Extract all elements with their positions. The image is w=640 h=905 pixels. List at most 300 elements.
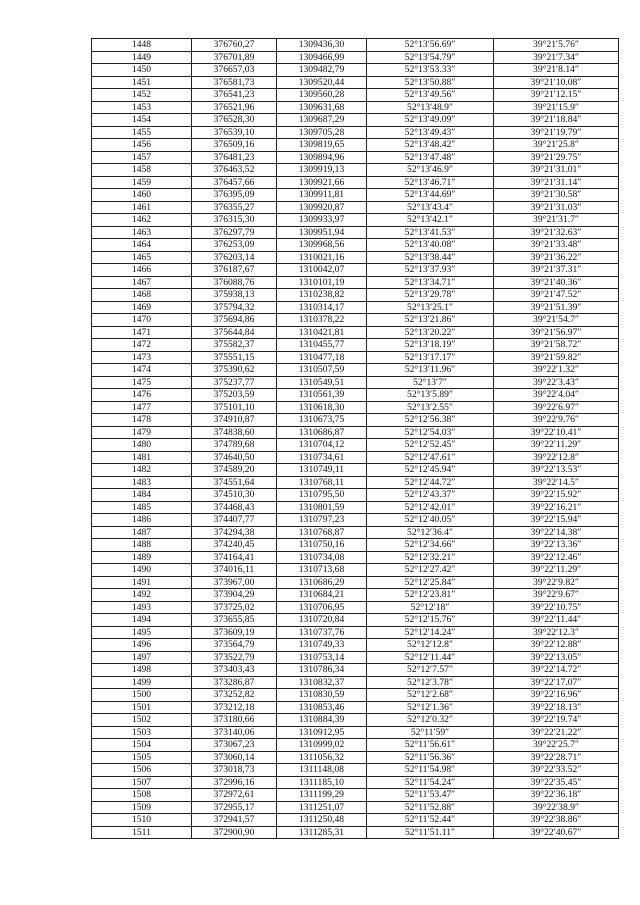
latitude-cell: 52°12′3.78″ [367, 676, 494, 689]
table-row [92, 414, 619, 427]
latitude-cell: 52°13′53.33″ [367, 64, 494, 77]
point-number-cell: 1504 [92, 739, 192, 752]
point-number-cell: 1507 [92, 776, 192, 789]
table-row [92, 164, 619, 177]
table-row [92, 226, 619, 239]
point-number-cell: 1509 [92, 801, 192, 814]
y-coordinate-cell: 1310101,19 [277, 276, 367, 289]
latitude-cell: 52°12′7.57″ [367, 664, 494, 677]
longitude-cell: 39°21′47.52″ [494, 289, 619, 302]
x-coordinate-cell: 376187,67 [192, 264, 277, 277]
latitude-cell: 52°13′42.1″ [367, 214, 494, 227]
longitude-cell: 39°22′25.7″ [494, 739, 619, 752]
point-number-cell: 1473 [92, 351, 192, 364]
longitude-cell: 39°21′32.63″ [494, 226, 619, 239]
y-coordinate-cell: 1310704,12 [277, 439, 367, 452]
y-coordinate-cell: 1310455,77 [277, 339, 367, 352]
point-number-cell: 1451 [92, 76, 192, 89]
point-number-cell: 1511 [92, 826, 192, 839]
latitude-cell: 52°12′0.32″ [367, 714, 494, 727]
point-number-cell: 1466 [92, 264, 192, 277]
table-row [92, 726, 619, 739]
x-coordinate-cell: 375237,77 [192, 376, 277, 389]
x-coordinate-cell: 376701,89 [192, 51, 277, 64]
table-row [92, 776, 619, 789]
longitude-cell: 39°22′10.75″ [494, 601, 619, 614]
longitude-cell: 39°21′18.84″ [494, 114, 619, 127]
y-coordinate-cell: 1309933,97 [277, 214, 367, 227]
latitude-cell: 52°13′18.19″ [367, 339, 494, 352]
x-coordinate-cell: 376541,23 [192, 89, 277, 102]
longitude-cell: 39°22′38.86″ [494, 814, 619, 827]
point-number-cell: 1493 [92, 601, 192, 614]
point-number-cell: 1488 [92, 539, 192, 552]
longitude-cell: 39°22′18.13″ [494, 701, 619, 714]
longitude-cell: 39°22′3.43″ [494, 376, 619, 389]
longitude-cell: 39°22′15.94″ [494, 514, 619, 527]
y-coordinate-cell: 1310720,84 [277, 614, 367, 627]
x-coordinate-cell: 373655,85 [192, 614, 277, 627]
y-coordinate-cell: 1309894,96 [277, 151, 367, 164]
table-row [92, 239, 619, 252]
latitude-cell: 52°13′5.89″ [367, 389, 494, 402]
longitude-cell: 39°22′12.46″ [494, 551, 619, 564]
latitude-cell: 52°11′51.11″ [367, 826, 494, 839]
y-coordinate-cell: 1310686,29 [277, 576, 367, 589]
longitude-cell: 39°22′16.21″ [494, 501, 619, 514]
longitude-cell: 39°21′25.8″ [494, 139, 619, 152]
latitude-cell: 52°13′7″ [367, 376, 494, 389]
point-number-cell: 1505 [92, 751, 192, 764]
table-row [92, 814, 619, 827]
y-coordinate-cell: 1310912,95 [277, 726, 367, 739]
point-number-cell: 1477 [92, 401, 192, 414]
y-coordinate-cell: 1310832,37 [277, 676, 367, 689]
longitude-cell: 39°22′17.07″ [494, 676, 619, 689]
x-coordinate-cell: 376088,76 [192, 276, 277, 289]
y-coordinate-cell: 1310768,87 [277, 526, 367, 539]
point-number-cell: 1456 [92, 139, 192, 152]
x-coordinate-cell: 373967,00 [192, 576, 277, 589]
latitude-cell: 52°12′42.01″ [367, 501, 494, 514]
point-number-cell: 1510 [92, 814, 192, 827]
longitude-cell: 39°21′58.72″ [494, 339, 619, 352]
x-coordinate-cell: 376528,30 [192, 114, 277, 127]
y-coordinate-cell: 1309687,29 [277, 114, 367, 127]
x-coordinate-cell: 373725,02 [192, 601, 277, 614]
latitude-cell: 52°12′1.36″ [367, 701, 494, 714]
point-number-cell: 1468 [92, 289, 192, 302]
latitude-cell: 52°13′34.71″ [367, 276, 494, 289]
longitude-cell: 39°21′37.31″ [494, 264, 619, 277]
point-number-cell: 1463 [92, 226, 192, 239]
table-row [92, 751, 619, 764]
table-row [92, 351, 619, 364]
latitude-cell: 52°13′40.08″ [367, 239, 494, 252]
longitude-cell: 39°22′28.71″ [494, 751, 619, 764]
y-coordinate-cell: 1309520,44 [277, 76, 367, 89]
x-coordinate-cell: 376463,52 [192, 164, 277, 177]
x-coordinate-cell: 375390,62 [192, 364, 277, 377]
y-coordinate-cell: 1309921,66 [277, 176, 367, 189]
point-number-cell: 1478 [92, 414, 192, 427]
longitude-cell: 39°21′30.58″ [494, 189, 619, 202]
point-number-cell: 1483 [92, 476, 192, 489]
table-row [92, 376, 619, 389]
longitude-cell: 39°21′5.76″ [494, 39, 619, 52]
latitude-cell: 52°13′50.88″ [367, 76, 494, 89]
y-coordinate-cell: 1311148,08 [277, 764, 367, 777]
latitude-cell: 52°13′38.44″ [367, 251, 494, 264]
latitude-cell: 52°12′44.72″ [367, 476, 494, 489]
y-coordinate-cell: 1310238,82 [277, 289, 367, 302]
table-row [92, 539, 619, 552]
latitude-cell: 52°11′59″ [367, 726, 494, 739]
longitude-cell: 39°22′38.9″ [494, 801, 619, 814]
latitude-cell: 52°12′40.05″ [367, 514, 494, 527]
y-coordinate-cell: 1310884,39 [277, 714, 367, 727]
table-row [92, 501, 619, 514]
point-number-cell: 1457 [92, 151, 192, 164]
latitude-cell: 52°13′46.9″ [367, 164, 494, 177]
y-coordinate-cell: 1310686,87 [277, 426, 367, 439]
x-coordinate-cell: 372996,16 [192, 776, 277, 789]
y-coordinate-cell: 1310507,59 [277, 364, 367, 377]
longitude-cell: 39°22′40.67″ [494, 826, 619, 839]
longitude-cell: 39°21′8.14″ [494, 64, 619, 77]
longitude-cell: 39°22′14.72″ [494, 664, 619, 677]
latitude-cell: 52°12′56.38″ [367, 414, 494, 427]
y-coordinate-cell: 1311251,07 [277, 801, 367, 814]
latitude-cell: 52°13′48.42″ [367, 139, 494, 152]
table-row [92, 564, 619, 577]
latitude-cell: 52°12′45.94″ [367, 464, 494, 477]
y-coordinate-cell: 1310768,11 [277, 476, 367, 489]
latitude-cell: 52°12′36.4″ [367, 526, 494, 539]
point-number-cell: 1495 [92, 626, 192, 639]
longitude-cell: 39°21′7.34″ [494, 51, 619, 64]
point-number-cell: 1479 [92, 426, 192, 439]
point-number-cell: 1489 [92, 551, 192, 564]
point-number-cell: 1496 [92, 639, 192, 652]
point-number-cell: 1475 [92, 376, 192, 389]
y-coordinate-cell: 1310421,81 [277, 326, 367, 339]
table-row [92, 76, 619, 89]
latitude-cell: 52°12′15.76″ [367, 614, 494, 627]
longitude-cell: 39°22′15.92″ [494, 489, 619, 502]
longitude-cell: 39°22′9.76″ [494, 414, 619, 427]
table-row [92, 714, 619, 727]
longitude-cell: 39°22′35.45″ [494, 776, 619, 789]
table-row [92, 189, 619, 202]
x-coordinate-cell: 375794,32 [192, 301, 277, 314]
table-row [92, 789, 619, 802]
point-number-cell: 1502 [92, 714, 192, 727]
x-coordinate-cell: 372972,61 [192, 789, 277, 802]
point-number-cell: 1450 [92, 64, 192, 77]
longitude-cell: 39°21′51.39″ [494, 301, 619, 314]
longitude-cell: 39°21′29.75″ [494, 151, 619, 164]
longitude-cell: 39°21′31.03″ [494, 201, 619, 214]
y-coordinate-cell: 1310706,95 [277, 601, 367, 614]
y-coordinate-cell: 1310830,59 [277, 689, 367, 702]
x-coordinate-cell: 373060,14 [192, 751, 277, 764]
latitude-cell: 52°13′43.4″ [367, 201, 494, 214]
y-coordinate-cell: 1310737,76 [277, 626, 367, 639]
latitude-cell: 52°13′44.69″ [367, 189, 494, 202]
latitude-cell: 52°11′54.98″ [367, 764, 494, 777]
point-number-cell: 1501 [92, 701, 192, 714]
point-number-cell: 1464 [92, 239, 192, 252]
table-row [92, 389, 619, 402]
x-coordinate-cell: 373252,82 [192, 689, 277, 702]
y-coordinate-cell: 1311285,31 [277, 826, 367, 839]
longitude-cell: 39°22′13.05″ [494, 651, 619, 664]
x-coordinate-cell: 375203,59 [192, 389, 277, 402]
longitude-cell: 39°21′36.22″ [494, 251, 619, 264]
point-number-cell: 1508 [92, 789, 192, 802]
table-row [92, 276, 619, 289]
longitude-cell: 39°22′1.32″ [494, 364, 619, 377]
x-coordinate-cell: 376760,27 [192, 39, 277, 52]
y-coordinate-cell: 1311250,48 [277, 814, 367, 827]
latitude-cell: 52°11′54.24″ [367, 776, 494, 789]
latitude-cell: 52°13′47.48″ [367, 151, 494, 164]
point-number-cell: 1474 [92, 364, 192, 377]
longitude-cell: 39°22′10.41″ [494, 426, 619, 439]
point-number-cell: 1467 [92, 276, 192, 289]
x-coordinate-cell: 373904,29 [192, 589, 277, 602]
y-coordinate-cell: 1309819,65 [277, 139, 367, 152]
x-coordinate-cell: 372900,90 [192, 826, 277, 839]
y-coordinate-cell: 1310750,16 [277, 539, 367, 552]
y-coordinate-cell: 1309968,56 [277, 239, 367, 252]
x-coordinate-cell: 376521,96 [192, 101, 277, 114]
point-number-cell: 1470 [92, 314, 192, 327]
longitude-cell: 39°21′10.08″ [494, 76, 619, 89]
table-row [92, 551, 619, 564]
y-coordinate-cell: 1310673,75 [277, 414, 367, 427]
latitude-cell: 52°12′47.61″ [367, 451, 494, 464]
point-number-cell: 1465 [92, 251, 192, 264]
table-row [92, 201, 619, 214]
x-coordinate-cell: 373212,18 [192, 701, 277, 714]
point-number-cell: 1482 [92, 464, 192, 477]
x-coordinate-cell: 373140,06 [192, 726, 277, 739]
table-row [92, 251, 619, 264]
longitude-cell: 39°22′11.29″ [494, 439, 619, 452]
latitude-cell: 52°13′49.09″ [367, 114, 494, 127]
y-coordinate-cell: 1310797,23 [277, 514, 367, 527]
x-coordinate-cell: 376253,09 [192, 239, 277, 252]
table-row [92, 364, 619, 377]
x-coordinate-cell: 374910,87 [192, 414, 277, 427]
longitude-cell: 39°21′40.36″ [494, 276, 619, 289]
y-coordinate-cell: 1309482,79 [277, 64, 367, 77]
point-number-cell: 1469 [92, 301, 192, 314]
y-coordinate-cell: 1310618,30 [277, 401, 367, 414]
x-coordinate-cell: 372941,57 [192, 814, 277, 827]
table-row [92, 689, 619, 702]
table-row [92, 739, 619, 752]
table-row [92, 289, 619, 302]
x-coordinate-cell: 374294,38 [192, 526, 277, 539]
point-number-cell: 1471 [92, 326, 192, 339]
point-number-cell: 1453 [92, 101, 192, 114]
y-coordinate-cell: 1309560,28 [277, 89, 367, 102]
point-number-cell: 1448 [92, 39, 192, 52]
point-number-cell: 1452 [92, 89, 192, 102]
y-coordinate-cell: 1309919,13 [277, 164, 367, 177]
x-coordinate-cell: 376481,23 [192, 151, 277, 164]
latitude-cell: 52°11′56.61″ [367, 739, 494, 752]
latitude-cell: 52°13′56.69″ [367, 39, 494, 52]
table-row [92, 601, 619, 614]
x-coordinate-cell: 373180,66 [192, 714, 277, 727]
longitude-cell: 39°21′12.15″ [494, 89, 619, 102]
latitude-cell: 52°12′43.37″ [367, 489, 494, 502]
point-number-cell: 1484 [92, 489, 192, 502]
table-row [92, 651, 619, 664]
x-coordinate-cell: 374468,43 [192, 501, 277, 514]
table-row [92, 264, 619, 277]
x-coordinate-cell: 376315,30 [192, 214, 277, 227]
latitude-cell: 52°11′52.88″ [367, 801, 494, 814]
longitude-cell: 39°21′59.82″ [494, 351, 619, 364]
point-number-cell: 1487 [92, 526, 192, 539]
latitude-cell: 52°12′52.45″ [367, 439, 494, 452]
x-coordinate-cell: 374789,68 [192, 439, 277, 452]
table-row [92, 214, 619, 227]
point-number-cell: 1461 [92, 201, 192, 214]
table-row [92, 639, 619, 652]
table-row [92, 614, 619, 627]
x-coordinate-cell: 376355,27 [192, 201, 277, 214]
longitude-cell: 39°22′9.67″ [494, 589, 619, 602]
table-row [92, 126, 619, 139]
latitude-cell: 52°13′25.1″ [367, 301, 494, 314]
longitude-cell: 39°22′21.22″ [494, 726, 619, 739]
latitude-cell: 52°13′17.17″ [367, 351, 494, 364]
y-coordinate-cell: 1310749,33 [277, 639, 367, 652]
x-coordinate-cell: 375582,37 [192, 339, 277, 352]
y-coordinate-cell: 1309436,30 [277, 39, 367, 52]
latitude-cell: 52°13′21.86″ [367, 314, 494, 327]
table-row [92, 39, 619, 52]
longitude-cell: 39°21′33.48″ [494, 239, 619, 252]
x-coordinate-cell: 373522,79 [192, 651, 277, 664]
x-coordinate-cell: 374510,30 [192, 489, 277, 502]
table-row [92, 464, 619, 477]
latitude-cell: 52°11′56.36″ [367, 751, 494, 764]
x-coordinate-cell: 373286,87 [192, 676, 277, 689]
table-row [92, 514, 619, 527]
longitude-cell: 39°21′15.9″ [494, 101, 619, 114]
table-row [92, 589, 619, 602]
y-coordinate-cell: 1309951,94 [277, 226, 367, 239]
table-row [92, 801, 619, 814]
longitude-cell: 39°22′33.52″ [494, 764, 619, 777]
coordinates-table-body [92, 39, 619, 839]
x-coordinate-cell: 375551,15 [192, 351, 277, 364]
table-row [92, 576, 619, 589]
longitude-cell: 39°22′6.97″ [494, 401, 619, 414]
latitude-cell: 52°13′11.96″ [367, 364, 494, 377]
longitude-cell: 39°22′11.44″ [494, 614, 619, 627]
y-coordinate-cell: 1310561,39 [277, 389, 367, 402]
x-coordinate-cell: 375938,13 [192, 289, 277, 302]
y-coordinate-cell: 1310999,02 [277, 739, 367, 752]
table-row [92, 439, 619, 452]
y-coordinate-cell: 1309920,87 [277, 201, 367, 214]
longitude-cell: 39°22′4.04″ [494, 389, 619, 402]
y-coordinate-cell: 1310378,22 [277, 314, 367, 327]
table-row [92, 489, 619, 502]
point-number-cell: 1472 [92, 339, 192, 352]
longitude-cell: 39°22′19.74″ [494, 714, 619, 727]
y-coordinate-cell: 1310753,14 [277, 651, 367, 664]
x-coordinate-cell: 373067,23 [192, 739, 277, 752]
x-coordinate-cell: 375694,86 [192, 314, 277, 327]
y-coordinate-cell: 1311185,10 [277, 776, 367, 789]
y-coordinate-cell: 1310786,34 [277, 664, 367, 677]
longitude-cell: 39°22′13.36″ [494, 539, 619, 552]
x-coordinate-cell: 374407,77 [192, 514, 277, 527]
table-row [92, 664, 619, 677]
latitude-cell: 52°13′48.9″ [367, 101, 494, 114]
longitude-cell: 39°21′19.79″ [494, 126, 619, 139]
point-number-cell: 1500 [92, 689, 192, 702]
longitude-cell: 39°22′14.5″ [494, 476, 619, 489]
latitude-cell: 52°13′37.93″ [367, 264, 494, 277]
table-row [92, 314, 619, 327]
point-number-cell: 1485 [92, 501, 192, 514]
latitude-cell: 52°11′52.44″ [367, 814, 494, 827]
y-coordinate-cell: 1310684,21 [277, 589, 367, 602]
longitude-cell: 39°22′9.82″ [494, 576, 619, 589]
x-coordinate-cell: 375101,10 [192, 401, 277, 414]
x-coordinate-cell: 374589,20 [192, 464, 277, 477]
latitude-cell: 52°12′27.42″ [367, 564, 494, 577]
y-coordinate-cell: 1309911,81 [277, 189, 367, 202]
longitude-cell: 39°22′12.88″ [494, 639, 619, 652]
x-coordinate-cell: 376581,73 [192, 76, 277, 89]
x-coordinate-cell: 376395,09 [192, 189, 277, 202]
longitude-cell: 39°21′56.97″ [494, 326, 619, 339]
x-coordinate-cell: 376539,10 [192, 126, 277, 139]
point-number-cell: 1458 [92, 164, 192, 177]
y-coordinate-cell: 1309631,68 [277, 101, 367, 114]
point-number-cell: 1486 [92, 514, 192, 527]
latitude-cell: 52°13′20.22″ [367, 326, 494, 339]
point-number-cell: 1455 [92, 126, 192, 139]
x-coordinate-cell: 376457,66 [192, 176, 277, 189]
x-coordinate-cell: 373403,43 [192, 664, 277, 677]
point-number-cell: 1480 [92, 439, 192, 452]
y-coordinate-cell: 1310801,59 [277, 501, 367, 514]
table-row [92, 626, 619, 639]
x-coordinate-cell: 374016,11 [192, 564, 277, 577]
point-number-cell: 1476 [92, 389, 192, 402]
latitude-cell: 52°13′29.78″ [367, 289, 494, 302]
latitude-cell: 52°13′49.56″ [367, 89, 494, 102]
longitude-cell: 39°22′16.96″ [494, 689, 619, 702]
x-coordinate-cell: 376657,03 [192, 64, 277, 77]
table-row [92, 326, 619, 339]
table-row [92, 526, 619, 539]
table-row [92, 826, 619, 839]
y-coordinate-cell: 1310853,46 [277, 701, 367, 714]
